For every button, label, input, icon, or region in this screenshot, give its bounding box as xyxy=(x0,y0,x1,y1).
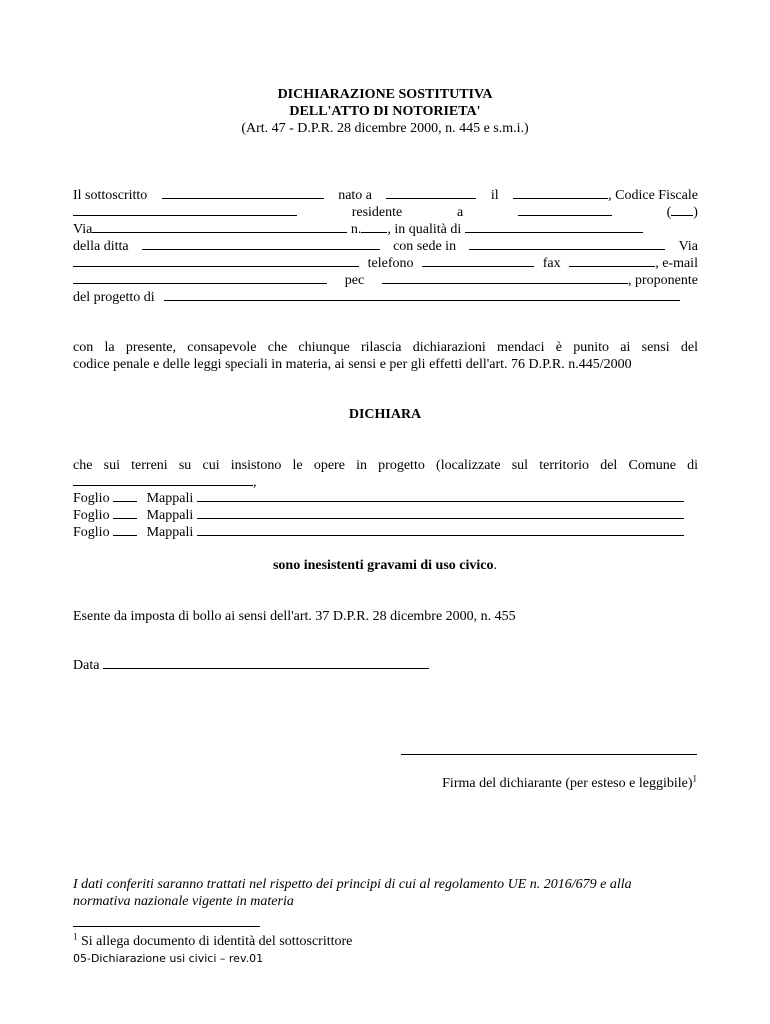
foglio-row-3 xyxy=(73,524,684,541)
company-field[interactable] xyxy=(142,238,380,250)
sede-label: con sede in xyxy=(393,239,457,254)
form-row-2 xyxy=(73,204,698,221)
form-row-7 xyxy=(73,289,680,306)
province-field[interactable] xyxy=(671,204,693,216)
pec-label: pec xyxy=(344,273,365,288)
declaration-line-1 xyxy=(73,339,698,356)
via-label: Via xyxy=(73,222,93,237)
comune-field[interactable] xyxy=(73,474,253,486)
foglio-field-1[interactable] xyxy=(113,490,137,502)
form-row-1 xyxy=(73,187,698,204)
residente-label: residente xyxy=(351,205,403,220)
phone-field[interactable] xyxy=(422,255,534,267)
fax-field[interactable] xyxy=(569,255,655,267)
esente-text: Esente da imposta di bollo ai sensi dell'art. 37 D.P.R. 28 dicembre 2000, n. 455 xyxy=(73,609,516,624)
comune-comma: , xyxy=(253,475,257,490)
declaration-line-2: codice penale e delle leggi speciali in materia, ai sensi e per gli effetti dell'art. 76 D.P.R. n.445/2000 xyxy=(73,357,632,372)
telefono-label: telefono xyxy=(367,256,414,271)
proponente-label: , proponente xyxy=(628,273,698,288)
foglio-row-1 xyxy=(73,490,684,507)
signature-footnote-ref: 1 xyxy=(692,773,697,784)
email-field[interactable] xyxy=(73,272,327,284)
title-line-1: DICHIARAZIONE SOSTITUTIVA xyxy=(277,87,493,102)
terreni-text: che sui terreni su cui insistono le opere in progetto (localizzate sul territorio del Comune di xyxy=(73,458,698,473)
foglio-field-3[interactable] xyxy=(113,524,137,536)
codice-fiscale-field[interactable] xyxy=(73,204,297,216)
footnote-number: 1 xyxy=(73,931,78,942)
foglio-row-2 xyxy=(73,507,684,524)
il-label: il xyxy=(490,188,499,203)
mappali-label-1: Mappali xyxy=(146,491,194,506)
comune-row xyxy=(73,474,257,491)
mappali-field-1[interactable] xyxy=(197,490,684,502)
form-row-4 xyxy=(73,238,698,255)
footnote-text: Si allega documento di identità del sottoscrittore xyxy=(77,934,353,949)
title-line-2: DELL'ATTO DI NOTORIETA' xyxy=(289,104,481,119)
signature-label xyxy=(442,775,697,792)
privacy-line-2: normativa nazionale vigente in materia xyxy=(73,894,294,909)
birthplace-field[interactable] xyxy=(386,187,476,199)
mappali-label-3: Mappali xyxy=(146,525,194,540)
street-number-field[interactable] xyxy=(361,221,387,233)
birthdate-field[interactable] xyxy=(513,187,608,199)
role-field[interactable] xyxy=(465,221,643,233)
progetto-label: del progetto di xyxy=(73,290,155,305)
data-row xyxy=(73,657,429,674)
document-code: 05-Dichiarazione usi civici – rev.01 xyxy=(73,952,264,965)
form-row-6 xyxy=(73,272,698,289)
company-city-field[interactable] xyxy=(469,238,665,250)
qualita-label: , in qualità di xyxy=(387,222,462,237)
terreni-line-1 xyxy=(73,457,698,474)
form-row-5 xyxy=(73,255,698,272)
a-label: a xyxy=(456,205,464,220)
foglio-label-3: Foglio xyxy=(73,525,110,540)
title-reference: (Art. 47 - D.P.R. 28 dicembre 2000, n. 445 e s.m.i.) xyxy=(241,121,529,136)
signature-text: Firma del dichiarante (per esteso e leggibile) xyxy=(442,776,693,791)
sottoscritto-label: Il sottoscritto xyxy=(73,188,148,203)
result-text: sono inesistenti gravami di uso civico xyxy=(272,558,494,573)
form-row-3 xyxy=(73,221,643,238)
pec-field[interactable] xyxy=(382,272,628,284)
data-label: Data xyxy=(73,658,100,673)
email-label: , e-mail xyxy=(655,256,698,271)
foglio-label-1: Foglio xyxy=(73,491,110,506)
residence-city-field[interactable] xyxy=(518,204,612,216)
ditta-label: della ditta xyxy=(73,239,129,254)
date-field[interactable] xyxy=(103,657,429,669)
footnote xyxy=(73,933,352,950)
prov-open: ( xyxy=(666,205,672,220)
mappali-field-2[interactable] xyxy=(197,507,684,519)
footnote-separator xyxy=(73,926,260,927)
project-field[interactable] xyxy=(164,289,680,301)
nato-label: nato a xyxy=(338,188,373,203)
fax-label: fax xyxy=(542,256,561,271)
foglio-label-2: Foglio xyxy=(73,508,110,523)
company-street-field[interactable] xyxy=(73,255,359,267)
declaration-text-1: con la presente, consapevole che chiunque rilascia dichiarazioni mendaci è punito ai sensi del xyxy=(73,340,698,355)
prov-close: ) xyxy=(693,205,698,220)
name-field[interactable] xyxy=(162,187,324,199)
street-field[interactable] xyxy=(92,221,347,233)
foglio-field-2[interactable] xyxy=(113,507,137,519)
signature-line[interactable] xyxy=(401,754,697,755)
dichiara-heading: DICHIARA xyxy=(348,407,422,422)
mappali-field-3[interactable] xyxy=(197,524,684,536)
n-label: n. xyxy=(350,222,362,237)
privacy-line-1: I dati conferiti saranno trattati nel rispetto dei principi di cui al regolamento UE n. 2016/679 e alla xyxy=(73,877,632,892)
result-statement xyxy=(0,557,770,574)
via2-label: Via xyxy=(678,239,698,254)
codice-fiscale-label: , Codice Fiscale xyxy=(608,188,698,203)
mappali-label-2: Mappali xyxy=(146,508,194,523)
result-period: . xyxy=(493,558,497,573)
